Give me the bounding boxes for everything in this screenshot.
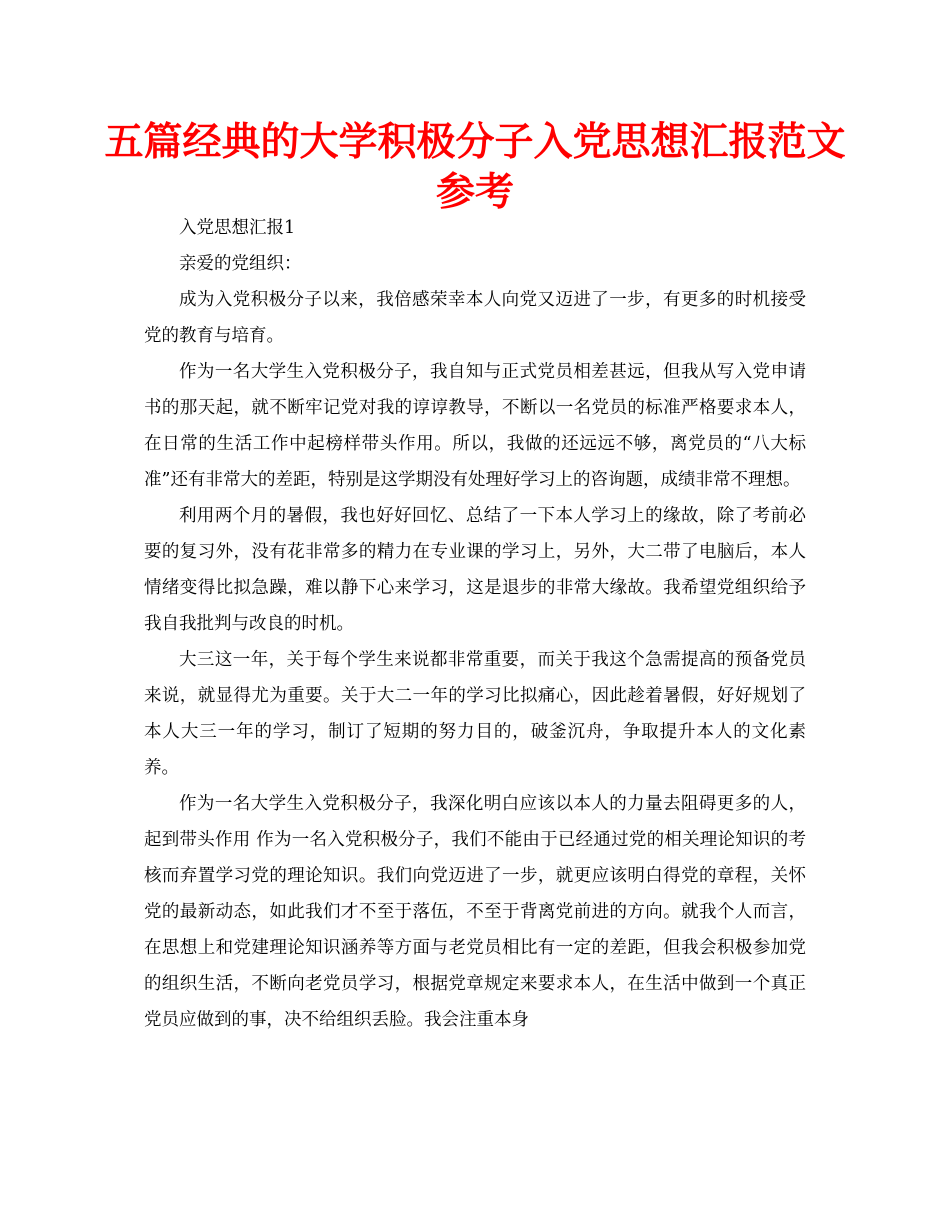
paragraph: 利用两个月的暑假，我也好好回忆、总结了一下本人学习上的缘故，除了考前必要的复习外，没有花非常多的精力在专业课的学习上，另外，大二带了电脑后，本人情绪变得比拟急躁，难以静下心来学习，这是退步的非常大缘故。我希望党组织给予我自我批判与改良的时机。 [144, 506, 806, 634]
paragraph: 作为一名大学生入党积极分子，我深化明白应该以本人的力量去阻碍更多的人，起到带头作用 作为一名入党积极分子，我们不能由于已经通过党的相关理论知识的考核而弃置学习党的理论知识。我们向党迈进了一步，就更应该明白得党的章程，关怀党的最新动态，如此我们才不至于落伍，不至于背离党前进的方向。就我个人而言，在思想上和党建理论知识涵养等方面与老党员相比有一定的差距，但我会积极参加党的组织生活，不断向老党员学习，根据党章规定来要求本人，在生活中做到一个真正党员应做到的事，决不给组织丢脸。我会注重本身 [144, 794, 806, 1030]
paragraph: 大三这一年，关于每个学生来说都非常重要，而关于我这个急需提高的预备党员来说，就显得尤为重要。关于大二一年的学习比拟痛心，因此趁着暑假，好好规划了本人大三一年的学习，制订了短期的努力目的，破釜沉舟，争取提升本人的文化素养。 [144, 650, 806, 778]
paragraph: 成为入党积极分子以来，我倍感荣幸本人向党又迈进了一步，有更多的时机接受党的教育与培育。 [144, 290, 806, 346]
document-title: 五篇经典的大学积极分子入党思想汇报范文参考 [104, 120, 846, 215]
paragraph: 作为一名大学生入党积极分子，我自知与正式党员相差甚远，但我从写入党申请书的那天起，就不断牢记党对我的谆谆教导，不断以一名党员的标准严格要求本人，在日常的生活工作中起榜样带头作用。所以，我做的还远远不够，离党员的“八大标准”还有非常大的差距，特别是这学期没有处理好学习上的咨询题，成绩非常不理想。 [144, 362, 806, 490]
paragraph: 亲爱的党组织： [179, 254, 302, 274]
document-body [144, 210, 806, 1038]
paragraph: 入党思想汇报1 [179, 218, 296, 238]
